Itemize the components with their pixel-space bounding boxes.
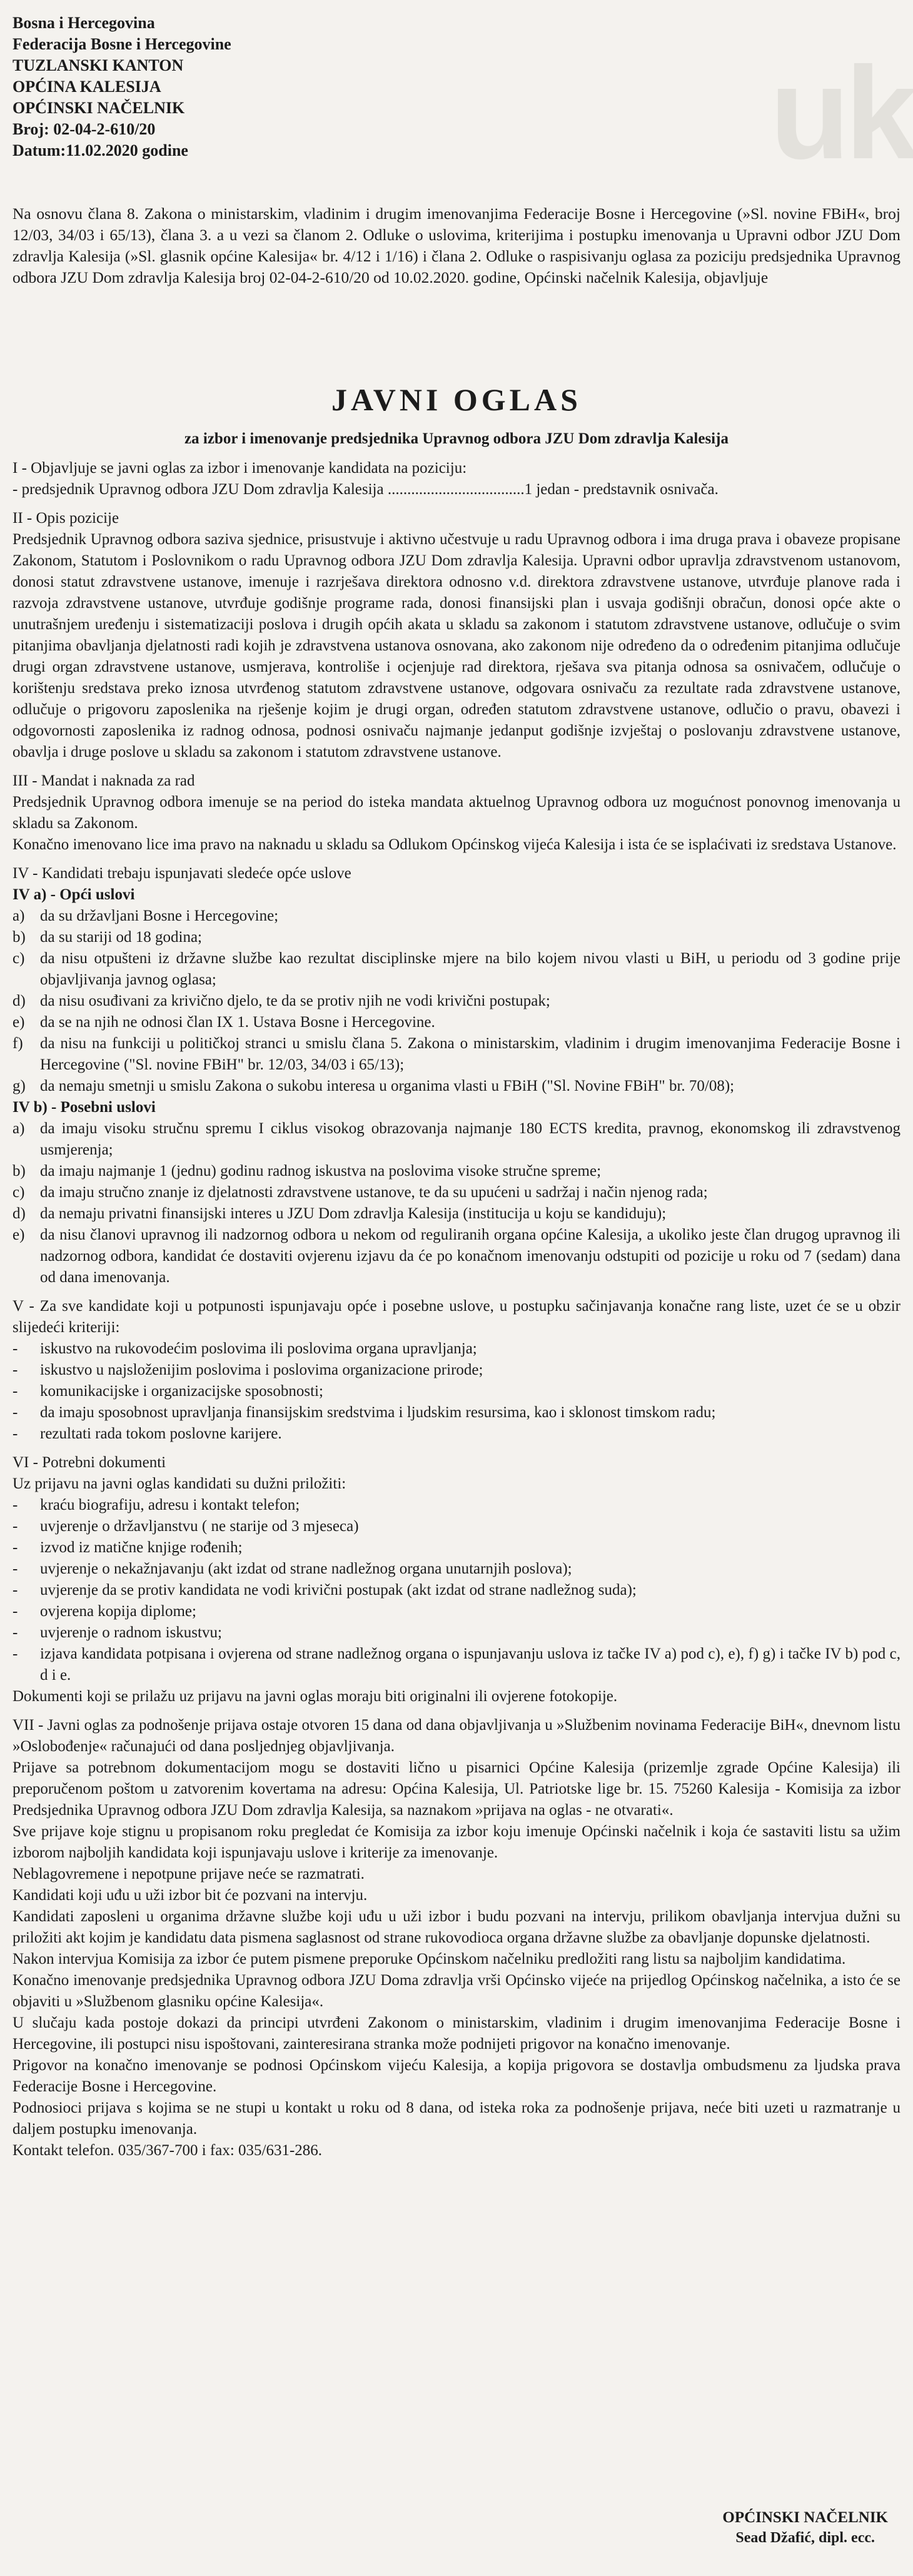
section-6-lead: Uz prijavu na javni oglas kandidati su dužni priložiti: [13, 1475, 346, 1492]
dash-marker: - [13, 1645, 18, 1662]
item-marker: b) [13, 1163, 26, 1179]
item-marker: c) [13, 950, 25, 967]
item-text: da nemaju smetnji u smislu Zakona o sukobu interesa u organima vlasti u FBiH ("Sl. Novine FBiH" br. 70/08); [40, 1078, 735, 1094]
list-item [13, 1516, 900, 1537]
condition-item [13, 1203, 900, 1225]
dash-marker: - [13, 1560, 18, 1577]
condition-item [13, 991, 900, 1012]
condition-item [13, 927, 900, 948]
item-text: da nisu na funkciji u političkoj stranci u smislu člana 5. Zakona o ministarskim, vladinim i drugim imenovanjima Federacije Bosne i Hercegovine ("Sl. novine FBiH" br. 12/03, 34/03 i 65/13); [40, 1035, 900, 1073]
condition-item [13, 906, 900, 927]
item-marker: a) [13, 907, 25, 924]
condition-item [13, 1225, 900, 1288]
section-7-paragraphs [13, 1757, 900, 2161]
item-text: da imaju visoku stručnu spremu I ciklus visokog obrazovanja najmanje 180 ECTS kredita, pravnog, ekonomskog ili zdravstvenog usmjerenja; [40, 1120, 900, 1158]
section-3 [13, 770, 900, 856]
document-header [13, 13, 231, 161]
section-1 [13, 458, 900, 500]
item-marker: d) [13, 993, 26, 1009]
header-line: OPĆINSKI NAČELNIK [13, 99, 185, 117]
special-conditions-list [13, 1118, 900, 1288]
condition-item [13, 1182, 900, 1203]
section-7-paragraph: Neblagovremene i nepotpune prijave neće se razmatrati. [13, 1866, 365, 1882]
section-6-note: Dokumenti koji se prilažu uz prijavu na javni oglas moraju biti originalni ili ovjerene fotokopije. [13, 1688, 618, 1705]
notice-subtitle: za izbor i imenovanje predsjednika Upravnog odbora JZU Dom zdravlja Kalesija [184, 430, 729, 447]
section-2-heading: II - Opis pozicije [13, 510, 119, 527]
section-2 [13, 508, 900, 763]
section-7-heading: VII - Javni oglas za podnošenje prijava ostaje otvoren 15 dana od dana objavljivanja u »Službenim novinama Federacije BiH«, dnevnom listu »Oslobođenje« računajući od dana posljednjeg objavljivanja. [13, 1717, 900, 1755]
section-7-paragraph: Konačno imenovanje predsjednika Upravnog odbora JZU Doma zdravlja vrši Općinsko vijeće na prijedlog Općinskog načelnika, a isto će se objaviti u »Službenom glasniku općine Kalesija«. [13, 1972, 900, 2010]
list-item-text: komunikacijske i organizacijske sposobnosti; [40, 1383, 323, 1400]
condition-item [13, 1118, 900, 1161]
condition-item [13, 1033, 900, 1076]
signature-block [722, 2508, 888, 2548]
list-item-text: rezultati rada tokom poslovne karijere. [40, 1425, 282, 1442]
dash-marker: - [13, 1404, 18, 1421]
condition-item [13, 1076, 900, 1097]
dash-marker: - [13, 1497, 18, 1513]
dash-marker: - [13, 1518, 18, 1535]
criteria-list [13, 1338, 900, 1445]
item-marker: e) [13, 1226, 25, 1243]
header-line: Datum:11.02.2020 godine [13, 141, 188, 159]
header-line: TUZLANSKI KANTON [13, 56, 184, 74]
item-marker: e) [13, 1014, 25, 1031]
section-7-paragraph: Prigovor na konačno imenovanje se podnosi Općinskom vijeću Kalesija, a kopija prigovora se dostavlja ombudsmenu za ljudska prava Federacije Bosne i Hercegovine. [13, 2057, 900, 2095]
section-7-paragraph: Prijave sa potrebnom dokumentacijom mogu se dostaviti lično u pisarnici Općine Kalesija (prizemlje zgrade Općine Kalesija) ili preporučenom poštom u zatvorenim kovertama na adresu: Općina Kalesija, Ul. Patriotske lige br. 15. 75260 Kalesija - Komisija za izbor Predsjednika Upravnog odbora JZU Dom zdravlja Kalesija, sa naznakom »prijava na oglas - ne otvarati«. [13, 1759, 900, 1819]
dash-marker: - [13, 1624, 18, 1641]
item-marker: b) [13, 929, 26, 946]
item-text: da su stariji od 18 godina; [40, 929, 202, 946]
signature-name: Sead Džafić, dipl. ecc. [735, 2530, 875, 2546]
list-item [13, 1537, 900, 1558]
dash-marker: - [13, 1340, 18, 1357]
list-item [13, 1495, 900, 1516]
list-item [13, 1360, 900, 1381]
section-5 [13, 1296, 900, 1445]
section-6 [13, 1452, 900, 1707]
item-marker: g) [13, 1078, 26, 1094]
list-item [13, 1622, 900, 1644]
list-item-text: uvjerenje o nekažnjavanju (akt izdat od strane nadležnog organa unutarnjih poslova); [40, 1560, 572, 1577]
general-conditions-list [13, 906, 900, 1097]
dash-marker: - [13, 1539, 18, 1556]
header-line: Broj: 02-04-2-610/20 [13, 120, 156, 138]
list-item [13, 1381, 900, 1402]
item-text: da se na njih ne odnosi član IX 1. Ustava Bosne i Hercegovine. [40, 1014, 435, 1031]
item-text: da nemaju privatni finansijski interes u JZU Dom zdravlja Kalesija (institucija u koju se kandiduju); [40, 1205, 667, 1222]
list-item [13, 1580, 900, 1601]
list-item [13, 1423, 900, 1445]
item-marker: c) [13, 1184, 25, 1201]
section-7-paragraph: Kontakt telefon. 035/367-700 i fax: 035/631-286. [13, 2142, 323, 2159]
header-line: OPĆINA KALESIJA [13, 78, 161, 96]
section-6-heading: VI - Potrebni dokumenti [13, 1454, 166, 1471]
list-item-text: iskustvo u najsloženijim poslovima i poslovima organizacione prirode; [40, 1361, 483, 1378]
section-1-heading: I - Objavljuje se javni oglas za izbor i imenovanje kandidata na poziciju: [13, 460, 467, 477]
section-2-text: Predsjednik Upravnog odbora saziva sjednice, prisustvuje i aktivno učestvuje u radu Upravnog odbora i ima druga prava i obaveze propisane Zakonom, Statutom i Poslovnikom o radu Upravnog odbora JZU Dom zdravlja Kalesija. Upravni odbor upravlja zdravstvenom ustanovom, donosi statut zdravstvene ustanove, imenuje i razrješava direktora odnosno v.d. direktora zdravstvene ustanove, utvrđuje planove rada i razvoja zdravstvene ustanove, utvrđuje godišnje programe rada, donosi finansijski plan i usvaja godišnji obračun, donosi opće akte o unutrašnjem uređenju i sistematizaciji poslova i drugih općih akata u skladu sa zakonom i statutom zdravstvene ustanove, odlučuje o svim pitanjima obavljanja djelatnosti radi kojih je zdravstvena ustanova osnovana, ako zakonom nije određeno da o određenim pitanjima odlučuje drugi organ zdravstvene ustanove, usmjerava, kontroliše i ocjenjuje rad direktora, rješava sva pitanja odnosa sa osnivačem, odlučuje o korištenju sredstava preko iznosa utvrđenog statutom zdravstvene ustanove, odgovara osnivaču za rezultate rada zdravstvene ustanove, odlučuje o prigovoru zaposlenika na rješenje kojim je drugi organ, određen statutom zdravstvene ustanove, odlučio o pravu, obavezi i odgovornosti zaposlenika iz radnog odnosa, podnosi osnivaču najmanje jedanput godišnje izvještaj o poslovanju zdravstvene ustanove, obavlja i druge poslove u skladu sa zakonom i statutom zdravstvene ustanove. [13, 531, 900, 760]
section-7-paragraph: U slučaju kada postoje dokazi da principi utvrđeni Zakonom o ministarskim, vladinim i drugim imenovanjima Federacije Bosne i Hercegovine, ili postupci nisu ispoštovani, zainteresirana stranka može podnijeti prigovor na konačno imenovanje. [13, 2014, 900, 2053]
item-marker: a) [13, 1120, 25, 1137]
item-text: da imaju najmanje 1 (jednu) godinu radnog iskustva na poslovima visoke stručne spreme; [40, 1163, 602, 1179]
dash-marker: - [13, 1361, 18, 1378]
documents-list [13, 1495, 900, 1686]
item-marker: d) [13, 1205, 26, 1222]
section-3-text-1: Predsjednik Upravnog odbora imenuje se na period do isteka mandata aktuelnog Upravnog odbora uz mogućnost ponovnog imenovanja u skladu sa Zakonom. [13, 794, 900, 832]
section-4-heading: IV - Kandidati trebaju ispunjavati sledeće opće uslove [13, 865, 351, 882]
item-text: da nisu otpušteni iz državne službe kao rezultat disciplinske mjere na bilo kojem nivou vlasti u BiH, u periodu od 3 godine prije objavljivanja javnog oglasa; [40, 950, 900, 988]
list-item [13, 1558, 900, 1580]
dash-marker: - [13, 1383, 18, 1400]
section-1-item: - predsjednik Upravnog odbora JZU Dom zdravlja Kalesija ...................................1 jedan - predstavnik osnivača. [13, 481, 719, 498]
section-4 [13, 863, 900, 1288]
condition-item [13, 1161, 900, 1182]
intro-paragraph: Na osnovu člana 8. Zakona o ministarskim, vladinim i drugim imenovanjima Federacije Bosne i Hercegovine (»Sl. novine FBiH«, broj 12/03, 34/03 i 65/13), člana 3. a u vezi sa članom 2. Odluke o uslovima, kriterijima i postupku imenovanja u Upravni odbor JZU Dom zdravlja Kalesija (»Sl. glasnik općine Kalesija« br. 4/12 i 1/16) i člana 2. Odluke o raspisivanju oglasa za poziciju predsjednika Upravnog odbora JZU Dom zdravlja Kalesija broj 02-04-2-610/20 od 10.02.2020. godine, Općinski načelnik Kalesija, objavljuje [13, 205, 900, 286]
list-item-text: iskustvo na rukovodećim poslovima ili poslovima organa upravljanja; [40, 1340, 477, 1357]
list-item [13, 1402, 900, 1423]
list-item-text: uvjerenje da se protiv kandidata ne vodi krivični postupak (akt izdat od strane nadležnog suda); [40, 1582, 637, 1599]
item-text: da imaju stručno znanje iz djelatnosti zdravstvene ustanove, te da su upućeni u sadržaj i način njenog rada; [40, 1184, 708, 1201]
condition-item [13, 948, 900, 991]
section-7 [13, 1715, 900, 2161]
item-text: da nisu članovi upravnog ili nadzornog odbora u nekom od reguliranih organa općine Kalesija, a ukoliko jeste član drugog upravnog ili nadzornog odbora, kandidat će dostaviti ovjerenu izjavu da će po konačnom imenovanju odstupiti od pozicije u roku od 7 (sedam) dana od dana imenovanja. [40, 1226, 900, 1286]
background-watermark: uk [769, 39, 913, 186]
section-7-paragraph: Kandidati zaposleni u organima državne službe koji uđu u uži izbor i budu pozvani na intervju, prilikom obavljanja intervjua dužni su priložiti akt kojim je kandidatu data pismena saglasnost od strane rukovodioca organa državne službe za obavljanje dopunske djelatnosti. [13, 1908, 900, 1946]
section-7-paragraph: Sve prijave koje stignu u propisanom roku pregledat će Komisija za izbor koju imenuje Općinski načelnik i koja će sastaviti listu sa užim izborom najboljih kandidata koji ispunjavaju uslove i kriterije za imenovanje. [13, 1823, 900, 1861]
list-item [13, 1338, 900, 1360]
list-item-text: uvjerenje o državljanstvu ( ne starije od 3 mjeseca) [40, 1518, 359, 1535]
list-item-text: izvod iz matične knjige rođenih; [40, 1539, 243, 1556]
section-5-heading: V - Za sve kandidate koji u potpunosti ispunjavaju opće i posebne uslove, u postupku sačinjavanja konačne rang liste, uzet će se u obzir slijedeći kriteriji: [13, 1298, 900, 1336]
list-item [13, 1601, 900, 1622]
item-text: da nisu osuđivani za krivično djelo, te da se protiv njih ne vodi krivični postupak; [40, 993, 550, 1009]
section-3-text-2: Konačno imenovano lice ima pravo na naknadu u skladu sa Odlukom Općinskog vijeća Kalesija i ista će se isplaćivati iz sredstava Ustanove. [13, 836, 897, 853]
section-7-paragraph: Kandidati koji uđu u uži izbor bit će pozvani na intervju. [13, 1887, 368, 1904]
dash-marker: - [13, 1582, 18, 1599]
list-item-text: kraću biografiju, adresu i kontakt telefon; [40, 1497, 300, 1513]
header-line: Federacija Bosne i Hercegovine [13, 35, 231, 53]
signature-title: OPĆINSKI NAČELNIK [722, 2509, 888, 2526]
dash-marker: - [13, 1425, 18, 1442]
list-item-text: ovjerena kopija diplome; [40, 1603, 196, 1620]
list-item [13, 1644, 900, 1686]
section-7-paragraph: Nakon intervjua Komisija za izbor će putem pismene preporuke Općinskom načelniku predložiti rang listu sa najboljim kandidatima. [13, 1951, 846, 1967]
section-3-heading: III - Mandat i naknada za rad [13, 772, 195, 789]
condition-item [13, 1012, 900, 1033]
section-4a-heading: IV a) - Opći uslovi [13, 886, 135, 903]
list-item-text: uvjerenje o radnom iskustvu; [40, 1624, 222, 1641]
dash-marker: - [13, 1603, 18, 1620]
item-marker: f) [13, 1035, 23, 1052]
section-7-paragraph: Podnosioci prijava s kojima se ne stupi u kontakt u roku od 8 dana, od isteka roka za podnošenje prijava, neće biti uzeti u razmatranje u daljem postupku imenovanja. [13, 2099, 900, 2138]
header-line: Bosna i Hercegovina [13, 14, 155, 32]
item-text: da su državljani Bosne i Hercegovine; [40, 907, 279, 924]
list-item-text: da imaju sposobnost upravljanja finansijskim sredstvima i ljudskim resursima, kao i sklonost timskom radu; [40, 1404, 716, 1421]
notice-body [13, 458, 900, 2161]
notice-title: JAVNI OGLAS [331, 382, 582, 417]
list-item-text: izjava kandidata potpisana i ovjerena od strane nadležnog organa o ispunjavanju uslova iz tačke IV a) pod c), e), f) g) i tačke IV b) pod c, d i e. [40, 1645, 900, 1684]
section-4b-heading: IV b) - Posebni uslovi [13, 1099, 156, 1116]
